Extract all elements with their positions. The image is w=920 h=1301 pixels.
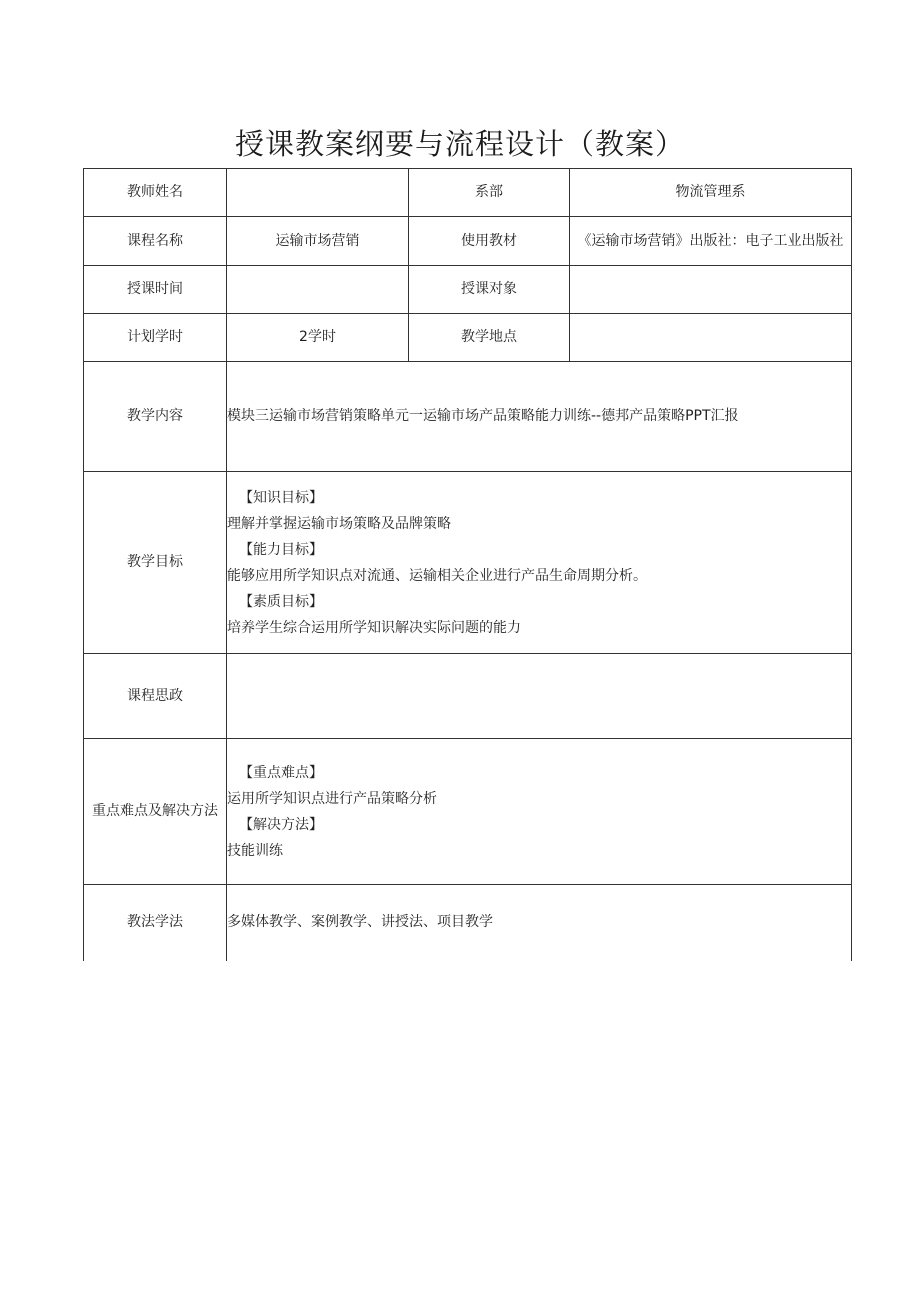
table-row-teacher [84, 169, 852, 217]
planned-hours-label: 计划学时 [84, 314, 227, 362]
class-time-value [227, 266, 409, 314]
table-row-methods [84, 885, 852, 961]
course-name-value: 运输市场营销 [227, 217, 409, 266]
course-ideology-label: 课程思政 [84, 654, 227, 739]
key-points-heading: 【重点难点】 [239, 764, 323, 781]
table-row-difficulty [84, 739, 852, 885]
class-time-label: 授课时间 [84, 266, 227, 314]
table-row-goals [84, 472, 852, 654]
teacher-name-value [227, 169, 409, 217]
department-value: 物流管理系 [570, 169, 852, 217]
solution-text: 技能训练 [227, 842, 283, 859]
table-row-hours [84, 314, 852, 362]
table-row-ideology [84, 654, 852, 739]
knowledge-goal-heading: 【知识目标】 [239, 489, 323, 506]
key-points-text: 运用所学知识点进行产品策略分析 [227, 790, 437, 807]
teaching-methods-label: 教法学法 [84, 885, 227, 961]
teacher-name-label: 教师姓名 [84, 169, 227, 217]
location-label: 教学地点 [409, 314, 570, 362]
course-name-label: 课程名称 [84, 217, 227, 266]
table-row-content [84, 362, 852, 472]
quality-goal-text: 培养学生综合运用所学知识解决实际问题的能力 [227, 619, 521, 636]
table-row-time [84, 266, 852, 314]
table-row-course [84, 217, 852, 266]
solution-heading: 【解决方法】 [239, 816, 323, 833]
teaching-goals-label: 教学目标 [84, 472, 227, 654]
location-value [570, 314, 852, 362]
textbook-label: 使用教材 [409, 217, 570, 266]
planned-hours-value: 2学时 [227, 314, 409, 362]
page-title: 授课教案纲要与流程设计（教案） [234, 127, 685, 161]
quality-goal-heading: 【素质目标】 [239, 593, 323, 610]
department-label: 系部 [409, 169, 570, 217]
teaching-content-value: 模块三运输市场营销策略单元一运输市场产品策略能力训练--德邦产品策略PPT汇报 [227, 362, 852, 472]
teaching-content-label: 教学内容 [84, 362, 227, 472]
teaching-goals-value [227, 472, 852, 654]
lesson-plan-table [83, 168, 852, 961]
ability-goal-text: 能够应用所学知识点对流通、运输相关企业进行产品生命周期分析。 [227, 567, 647, 584]
textbook-value: 《运输市场营销》出版社：电子工业出版社 [570, 217, 852, 266]
key-difficulty-value [227, 739, 852, 885]
audience-value [570, 266, 852, 314]
teaching-methods-value: 多媒体教学、案例教学、讲授法、项目教学 [227, 885, 852, 961]
knowledge-goal-text: 理解并掌握运输市场策略及品牌策略 [227, 515, 451, 532]
key-difficulty-label: 重点难点及解决方法 [84, 739, 227, 885]
course-ideology-value [227, 654, 852, 739]
ability-goal-heading: 【能力目标】 [239, 541, 323, 558]
audience-label: 授课对象 [409, 266, 570, 314]
